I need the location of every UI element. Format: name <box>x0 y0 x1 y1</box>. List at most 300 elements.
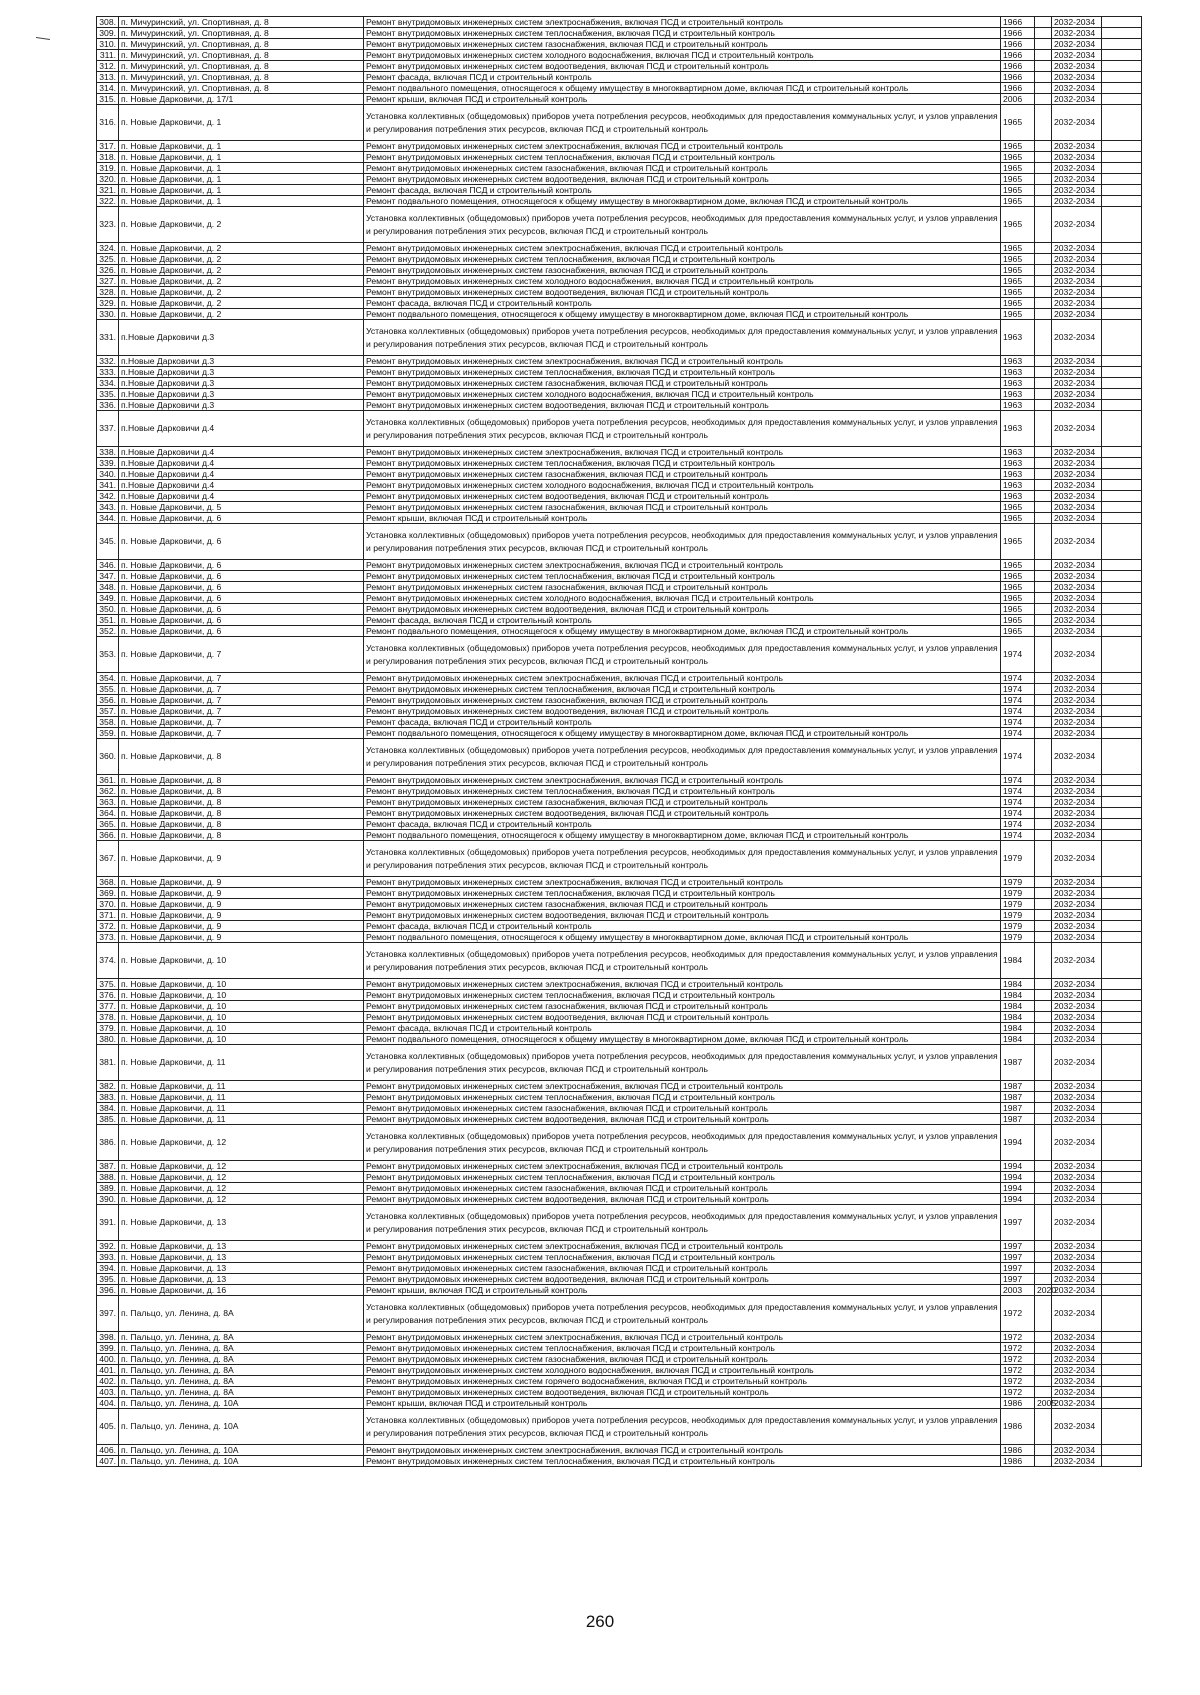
planned-period-cell: 2032-2034 <box>1052 276 1102 287</box>
row-number: 360. <box>97 739 119 775</box>
row-number: 359. <box>97 728 119 739</box>
address-cell: п. Новые Дарковичи, д. 11 <box>119 1045 364 1081</box>
row-number: 370. <box>97 899 119 910</box>
last-repair-year-cell <box>1035 1023 1052 1034</box>
year-built-cell: 1997 <box>1001 1241 1035 1252</box>
work-type-cell: Ремонт внутридомовых инженерных систем теплоснабжения, включая ПСД и строительный контроль <box>364 458 1001 469</box>
last-repair-year-cell <box>1035 367 1052 378</box>
last-repair-year-cell <box>1035 830 1052 841</box>
address-cell: п. Новые Дарковичи, д. 8 <box>119 775 364 786</box>
last-repair-year-cell <box>1035 141 1052 152</box>
planned-period-cell: 2032-2034 <box>1052 1172 1102 1183</box>
row-number: 322. <box>97 196 119 207</box>
table-row <box>97 524 1142 560</box>
planned-period-cell: 2032-2034 <box>1052 943 1102 979</box>
year-built-cell: 1987 <box>1001 1092 1035 1103</box>
last-repair-year-cell: 2020 <box>1035 1285 1052 1296</box>
year-built-cell: 1965 <box>1001 582 1035 593</box>
row-number: 391. <box>97 1205 119 1241</box>
row-number: 376. <box>97 990 119 1001</box>
work-type-cell: Ремонт крыши, включая ПСД и строительный контроль <box>364 1285 1001 1296</box>
planned-period-cell: 2032-2034 <box>1052 469 1102 480</box>
empty-cell <box>1102 684 1142 695</box>
address-cell: п. Новые Дарковичи, д. 1 <box>119 105 364 141</box>
year-built-cell: 1974 <box>1001 717 1035 728</box>
work-type-cell: Ремонт внутридомовых инженерных систем теплоснабжения, включая ПСД и строительный контроль <box>364 367 1001 378</box>
address-cell: п. Новые Дарковичи, д. 6 <box>119 626 364 637</box>
year-built-cell: 1986 <box>1001 1409 1035 1445</box>
work-type-cell: Ремонт внутридомовых инженерных систем газоснабжения, включая ПСД и строительный контроль <box>364 39 1001 50</box>
empty-cell <box>1102 254 1142 265</box>
row-number: 317. <box>97 141 119 152</box>
empty-cell <box>1102 728 1142 739</box>
year-built-cell: 1972 <box>1001 1332 1035 1343</box>
table-row <box>97 1263 1142 1274</box>
work-type-cell: Ремонт внутридомовых инженерных систем теплоснабжения, включая ПСД и строительный контроль <box>364 1343 1001 1354</box>
year-built-cell: 1984 <box>1001 1034 1035 1045</box>
empty-cell <box>1102 83 1142 94</box>
table-row <box>97 17 1142 28</box>
last-repair-year-cell <box>1035 808 1052 819</box>
last-repair-year-cell <box>1035 491 1052 502</box>
page-number: 260 <box>585 1612 615 1631</box>
address-cell: п. Пальцо, ул. Ленина, д. 10А <box>119 1398 364 1409</box>
work-type-cell: Ремонт внутридомовых инженерных систем газоснабжения, включая ПСД и строительный контроль <box>364 1354 1001 1365</box>
work-type-cell: Ремонт фасада, включая ПСД и строительный контроль <box>364 819 1001 830</box>
year-built-cell: 1965 <box>1001 615 1035 626</box>
row-number: 383. <box>97 1092 119 1103</box>
year-built-cell: 1986 <box>1001 1398 1035 1409</box>
row-number: 315. <box>97 94 119 105</box>
address-cell: п. Новые Дарковичи, д. 13 <box>119 1205 364 1241</box>
planned-period-cell: 2032-2034 <box>1052 320 1102 356</box>
planned-period-cell: 2032-2034 <box>1052 207 1102 243</box>
row-number: 365. <box>97 819 119 830</box>
last-repair-year-cell <box>1035 243 1052 254</box>
row-number: 393. <box>97 1252 119 1263</box>
planned-period-cell: 2032-2034 <box>1052 1274 1102 1285</box>
row-number: 398. <box>97 1332 119 1343</box>
planned-period-cell: 2032-2034 <box>1052 899 1102 910</box>
empty-cell <box>1102 1092 1142 1103</box>
row-number: 389. <box>97 1183 119 1194</box>
last-repair-year-cell <box>1035 1125 1052 1161</box>
last-repair-year-cell <box>1035 1114 1052 1125</box>
table-row <box>97 728 1142 739</box>
empty-cell <box>1102 775 1142 786</box>
address-cell: п. Новые Дарковичи, д. 10 <box>119 1034 364 1045</box>
table-body <box>97 17 1142 1467</box>
table-row <box>97 1205 1142 1241</box>
year-built-cell: 1974 <box>1001 673 1035 684</box>
year-built-cell: 1965 <box>1001 287 1035 298</box>
address-cell: п. Новые Дарковичи, д. 7 <box>119 637 364 673</box>
year-built-cell: 1997 <box>1001 1205 1035 1241</box>
address-cell: п. Новые Дарковичи, д. 11 <box>119 1114 364 1125</box>
last-repair-year-cell <box>1035 877 1052 888</box>
row-number: 378. <box>97 1012 119 1023</box>
table-row <box>97 1252 1142 1263</box>
work-type-cell: Ремонт подвального помещения, относящегося к общему имуществу в многоквартирном доме, включая ПСД и строительный контроль <box>364 830 1001 841</box>
planned-period-cell: 2032-2034 <box>1052 1081 1102 1092</box>
planned-period-cell: 2032-2034 <box>1052 797 1102 808</box>
empty-cell <box>1102 61 1142 72</box>
row-number: 338. <box>97 447 119 458</box>
address-cell: п.Новые Дарковичи д.3 <box>119 320 364 356</box>
empty-cell <box>1102 888 1142 899</box>
planned-period-cell: 2032-2034 <box>1052 389 1102 400</box>
work-type-cell: Ремонт внутридомовых инженерных систем водоотведения, включая ПСД и строительный контроль <box>364 1387 1001 1398</box>
row-number: 373. <box>97 932 119 943</box>
row-number: 366. <box>97 830 119 841</box>
year-built-cell: 1974 <box>1001 786 1035 797</box>
empty-cell <box>1102 582 1142 593</box>
empty-cell <box>1102 1161 1142 1172</box>
table-row <box>97 356 1142 367</box>
work-type-cell: Ремонт подвального помещения, относящегося к общему имуществу в многоквартирном доме, включая ПСД и строительный контроль <box>364 626 1001 637</box>
table-row <box>97 1365 1142 1376</box>
planned-period-cell: 2032-2034 <box>1052 1023 1102 1034</box>
table-row <box>97 400 1142 411</box>
empty-cell <box>1102 28 1142 39</box>
last-repair-year-cell <box>1035 604 1052 615</box>
year-built-cell: 1979 <box>1001 910 1035 921</box>
row-number: 309. <box>97 28 119 39</box>
row-number: 342. <box>97 491 119 502</box>
empty-cell <box>1102 877 1142 888</box>
row-number: 328. <box>97 287 119 298</box>
last-repair-year-cell <box>1035 28 1052 39</box>
last-repair-year-cell <box>1035 921 1052 932</box>
year-built-cell: 1965 <box>1001 593 1035 604</box>
planned-period-cell: 2032-2034 <box>1052 50 1102 61</box>
empty-cell <box>1102 458 1142 469</box>
table-row <box>97 637 1142 673</box>
row-number: 321. <box>97 185 119 196</box>
empty-cell <box>1102 717 1142 728</box>
table-row <box>97 1172 1142 1183</box>
planned-period-cell: 2032-2034 <box>1052 378 1102 389</box>
empty-cell <box>1102 1023 1142 1034</box>
planned-period-cell: 2032-2034 <box>1052 739 1102 775</box>
year-built-cell: 1974 <box>1001 728 1035 739</box>
work-type-cell: Ремонт внутридомовых инженерных систем электроснабжения, включая ПСД и строительный контроль <box>364 775 1001 786</box>
work-type-cell: Ремонт внутридомовых инженерных систем водоотведения, включая ПСД и строительный контроль <box>364 287 1001 298</box>
row-number: 392. <box>97 1241 119 1252</box>
row-number: 374. <box>97 943 119 979</box>
address-cell: п. Новые Дарковичи, д. 8 <box>119 786 364 797</box>
row-number: 320. <box>97 174 119 185</box>
planned-period-cell: 2032-2034 <box>1052 1332 1102 1343</box>
year-built-cell: 1987 <box>1001 1045 1035 1081</box>
work-type-cell: Ремонт внутридомовых инженерных систем теплоснабжения, включая ПСД и строительный контроль <box>364 1172 1001 1183</box>
address-cell: п. Новые Дарковичи, д. 6 <box>119 593 364 604</box>
table-row <box>97 582 1142 593</box>
last-repair-year-cell <box>1035 502 1052 513</box>
year-built-cell: 1963 <box>1001 367 1035 378</box>
year-built-cell: 1963 <box>1001 378 1035 389</box>
row-number: 319. <box>97 163 119 174</box>
empty-cell <box>1102 841 1142 877</box>
last-repair-year-cell <box>1035 276 1052 287</box>
last-repair-year-cell <box>1035 378 1052 389</box>
planned-period-cell: 2032-2034 <box>1052 808 1102 819</box>
empty-cell <box>1102 808 1142 819</box>
address-cell: п. Новые Дарковичи, д. 2 <box>119 243 364 254</box>
address-cell: п. Новые Дарковичи, д. 8 <box>119 797 364 808</box>
table-row <box>97 560 1142 571</box>
empty-cell <box>1102 1387 1142 1398</box>
planned-period-cell: 2032-2034 <box>1052 706 1102 717</box>
table-row <box>97 1343 1142 1354</box>
work-type-cell: Ремонт внутридомовых инженерных систем электроснабжения, включая ПСД и строительный контроль <box>364 673 1001 684</box>
address-cell: п. Новые Дарковичи, д. 2 <box>119 276 364 287</box>
year-built-cell: 1997 <box>1001 1263 1035 1274</box>
address-cell: п. Новые Дарковичи, д. 9 <box>119 841 364 877</box>
address-cell: п. Новые Дарковичи, д. 13 <box>119 1241 364 1252</box>
row-number: 364. <box>97 808 119 819</box>
work-type-cell: Установка коллективных (общедомовых) приборов учета потребления ресурсов, необходимых для предоставления коммунальных услуг, и узлов управления и регулирования потребления этих ресурсов, включая ПСД и строительный контроль <box>364 739 1001 775</box>
planned-period-cell: 2032-2034 <box>1052 480 1102 491</box>
planned-period-cell: 2032-2034 <box>1052 1092 1102 1103</box>
work-type-cell: Установка коллективных (общедомовых) приборов учета потребления ресурсов, необходимых для предоставления коммунальных услуг, и узлов управления и регулирования потребления этих ресурсов, включая ПСД и строительный контроль <box>364 1125 1001 1161</box>
row-number: 327. <box>97 276 119 287</box>
last-repair-year-cell <box>1035 447 1052 458</box>
empty-cell <box>1102 141 1142 152</box>
year-built-cell: 1994 <box>1001 1161 1035 1172</box>
planned-period-cell: 2032-2034 <box>1052 1343 1102 1354</box>
row-number: 379. <box>97 1023 119 1034</box>
table-row <box>97 717 1142 728</box>
planned-period-cell: 2032-2034 <box>1052 1241 1102 1252</box>
work-type-cell: Ремонт подвального помещения, относящегося к общему имуществу в многоквартирном доме, включая ПСД и строительный контроль <box>364 196 1001 207</box>
empty-cell <box>1102 739 1142 775</box>
address-cell: п. Новые Дарковичи, д. 11 <box>119 1092 364 1103</box>
empty-cell <box>1102 1183 1142 1194</box>
work-type-cell: Ремонт внутридомовых инженерных систем теплоснабжения, включая ПСД и строительный контроль <box>364 990 1001 1001</box>
table-row <box>97 28 1142 39</box>
planned-period-cell: 2032-2034 <box>1052 1354 1102 1365</box>
planned-period-cell: 2032-2034 <box>1052 502 1102 513</box>
year-built-cell: 1965 <box>1001 105 1035 141</box>
planned-period-cell: 2032-2034 <box>1052 105 1102 141</box>
empty-cell <box>1102 309 1142 320</box>
last-repair-year-cell <box>1035 61 1052 72</box>
work-type-cell: Установка коллективных (общедомовых) приборов учета потребления ресурсов, необходимых для предоставления коммунальных услуг, и узлов управления и регулирования потребления этих ресурсов, включая ПСД и строительный контроль <box>364 411 1001 447</box>
empty-cell <box>1102 990 1142 1001</box>
empty-cell <box>1102 560 1142 571</box>
table-row <box>97 1125 1142 1161</box>
empty-cell <box>1102 786 1142 797</box>
empty-cell <box>1102 593 1142 604</box>
work-type-cell: Установка коллективных (общедомовых) приборов учета потребления ресурсов, необходимых для предоставления коммунальных услуг, и узлов управления и регулирования потребления этих ресурсов, включая ПСД и строительный контроль <box>364 637 1001 673</box>
address-cell: п. Новые Дарковичи, д. 1 <box>119 152 364 163</box>
row-number: 345. <box>97 524 119 560</box>
empty-cell <box>1102 287 1142 298</box>
address-cell: п. Новые Дарковичи, д. 8 <box>119 830 364 841</box>
planned-period-cell: 2032-2034 <box>1052 990 1102 1001</box>
work-type-cell: Ремонт внутридомовых инженерных систем газоснабжения, включая ПСД и строительный контроль <box>364 1103 1001 1114</box>
empty-cell <box>1102 1274 1142 1285</box>
row-number: 381. <box>97 1045 119 1081</box>
address-cell: п. Новые Дарковичи, д. 7 <box>119 706 364 717</box>
table-row <box>97 1183 1142 1194</box>
table-row <box>97 94 1142 105</box>
table-row <box>97 61 1142 72</box>
address-cell: п. Новые Дарковичи, д. 10 <box>119 979 364 990</box>
year-built-cell: 1974 <box>1001 797 1035 808</box>
table-row <box>97 899 1142 910</box>
address-cell: п. Новые Дарковичи, д. 9 <box>119 921 364 932</box>
row-number: 330. <box>97 309 119 320</box>
address-cell: п. Пальцо, ул. Ленина, д. 10А <box>119 1456 364 1467</box>
row-number: 329. <box>97 298 119 309</box>
year-built-cell: 1966 <box>1001 17 1035 28</box>
empty-cell <box>1102 243 1142 254</box>
planned-period-cell: 2032-2034 <box>1052 141 1102 152</box>
address-cell: п. Новые Дарковичи, д. 6 <box>119 560 364 571</box>
year-built-cell: 1965 <box>1001 254 1035 265</box>
last-repair-year-cell <box>1035 1205 1052 1241</box>
address-cell: п. Новые Дарковичи, д. 9 <box>119 877 364 888</box>
table-row <box>97 604 1142 615</box>
table-row <box>97 593 1142 604</box>
row-number: 386. <box>97 1125 119 1161</box>
planned-period-cell: 2032-2034 <box>1052 717 1102 728</box>
empty-cell <box>1102 94 1142 105</box>
empty-cell <box>1102 1034 1142 1045</box>
address-cell: п. Новые Дарковичи, д. 10 <box>119 1001 364 1012</box>
table-row <box>97 1409 1142 1445</box>
row-number: 380. <box>97 1034 119 1045</box>
empty-cell <box>1102 196 1142 207</box>
planned-period-cell: 2032-2034 <box>1052 265 1102 276</box>
last-repair-year-cell <box>1035 1332 1052 1343</box>
planned-period-cell: 2032-2034 <box>1052 17 1102 28</box>
last-repair-year-cell <box>1035 1376 1052 1387</box>
address-cell: п. Новые Дарковичи, д. 1 <box>119 185 364 196</box>
row-number: 403. <box>97 1387 119 1398</box>
work-type-cell: Ремонт внутридомовых инженерных систем водоотведения, включая ПСД и строительный контроль <box>364 61 1001 72</box>
address-cell: п. Новые Дарковичи, д. 6 <box>119 604 364 615</box>
empty-cell <box>1102 163 1142 174</box>
planned-period-cell: 2032-2034 <box>1052 163 1102 174</box>
last-repair-year-cell <box>1035 728 1052 739</box>
address-cell: п. Новые Дарковичи, д. 13 <box>119 1263 364 1274</box>
address-cell: п. Новые Дарковичи, д. 10 <box>119 990 364 1001</box>
last-repair-year-cell <box>1035 458 1052 469</box>
work-type-cell: Ремонт внутридомовых инженерных систем водоотведения, включая ПСД и строительный контроль <box>364 706 1001 717</box>
table-row <box>97 1332 1142 1343</box>
planned-period-cell: 2032-2034 <box>1052 513 1102 524</box>
last-repair-year-cell <box>1035 196 1052 207</box>
last-repair-year-cell <box>1035 17 1052 28</box>
table-row <box>97 888 1142 899</box>
empty-cell <box>1102 1409 1142 1445</box>
address-cell: п. Пальцо, ул. Ленина, д. 8А <box>119 1376 364 1387</box>
address-cell: п. Новые Дарковичи, д. 8 <box>119 808 364 819</box>
address-cell: п. Пальцо, ул. Ленина, д. 8А <box>119 1387 364 1398</box>
work-type-cell: Ремонт внутридомовых инженерных систем водоотведения, включая ПСД и строительный контроль <box>364 808 1001 819</box>
empty-cell <box>1102 185 1142 196</box>
planned-period-cell: 2032-2034 <box>1052 841 1102 877</box>
empty-cell <box>1102 39 1142 50</box>
work-type-cell: Установка коллективных (общедомовых) приборов учета потребления ресурсов, необходимых для предоставления коммунальных услуг, и узлов управления и регулирования потребления этих ресурсов, включая ПСД и строительный контроль <box>364 207 1001 243</box>
address-cell: п. Новые Дарковичи, д. 7 <box>119 673 364 684</box>
work-type-cell: Ремонт внутридомовых инженерных систем водоотведения, включая ПСД и строительный контроль <box>364 910 1001 921</box>
year-built-cell: 1963 <box>1001 356 1035 367</box>
row-number: 371. <box>97 910 119 921</box>
table-row <box>97 1161 1142 1172</box>
year-built-cell: 1963 <box>1001 411 1035 447</box>
work-type-cell: Ремонт внутридомовых инженерных систем горячего водоснабжения, включая ПСД и строительный контроль <box>364 1376 1001 1387</box>
last-repair-year-cell <box>1035 979 1052 990</box>
last-repair-year-cell <box>1035 254 1052 265</box>
address-cell: п. Новые Дарковичи, д. 12 <box>119 1125 364 1161</box>
work-type-cell: Установка коллективных (общедомовых) приборов учета потребления ресурсов, необходимых для предоставления коммунальных услуг, и узлов управления и регулирования потребления этих ресурсов, включая ПСД и строительный контроль <box>364 1296 1001 1332</box>
row-number: 341. <box>97 480 119 491</box>
table-row <box>97 83 1142 94</box>
empty-cell <box>1102 899 1142 910</box>
address-cell: п. Новые Дарковичи, д. 8 <box>119 819 364 830</box>
work-type-cell: Ремонт внутридомовых инженерных систем газоснабжения, включая ПСД и строительный контроль <box>364 899 1001 910</box>
row-number: 333. <box>97 367 119 378</box>
last-repair-year-cell <box>1035 819 1052 830</box>
table-row <box>97 830 1142 841</box>
work-type-cell: Ремонт крыши, включая ПСД и строительный контроль <box>364 1398 1001 1409</box>
table-row <box>97 276 1142 287</box>
year-built-cell: 1997 <box>1001 1252 1035 1263</box>
planned-period-cell: 2032-2034 <box>1052 39 1102 50</box>
empty-cell <box>1102 207 1142 243</box>
planned-period-cell: 2032-2034 <box>1052 877 1102 888</box>
address-cell: п. Новые Дарковичи, д. 9 <box>119 888 364 899</box>
table-row <box>97 411 1142 447</box>
planned-period-cell: 2032-2034 <box>1052 626 1102 637</box>
address-cell: п. Пальцо, ул. Ленина, д. 8А <box>119 1296 364 1332</box>
row-number: 331. <box>97 320 119 356</box>
row-number: 339. <box>97 458 119 469</box>
work-type-cell: Установка коллективных (общедомовых) приборов учета потребления ресурсов, необходимых для предоставления коммунальных услуг, и узлов управления и регулирования потребления этих ресурсов, включая ПСД и строительный контроль <box>364 943 1001 979</box>
table-row <box>97 739 1142 775</box>
last-repair-year-cell <box>1035 797 1052 808</box>
year-built-cell: 1963 <box>1001 491 1035 502</box>
address-cell: п. Новые Дарковичи, д. 2 <box>119 265 364 276</box>
table-row <box>97 695 1142 706</box>
planned-period-cell: 2032-2034 <box>1052 83 1102 94</box>
work-type-cell: Ремонт фасада, включая ПСД и строительный контроль <box>364 72 1001 83</box>
empty-cell <box>1102 1103 1142 1114</box>
planned-period-cell: 2032-2034 <box>1052 1445 1102 1456</box>
table-row <box>97 1034 1142 1045</box>
year-built-cell: 1997 <box>1001 1274 1035 1285</box>
address-cell: п. Новые Дарковичи, д. 7 <box>119 717 364 728</box>
planned-period-cell: 2032-2034 <box>1052 819 1102 830</box>
work-type-cell: Ремонт внутридомовых инженерных систем холодного водоснабжения, включая ПСД и строительный контроль <box>364 389 1001 400</box>
work-type-cell: Ремонт внутридомовых инженерных систем водоотведения, включая ПСД и строительный контроль <box>364 1114 1001 1125</box>
row-number: 314. <box>97 83 119 94</box>
empty-cell <box>1102 1332 1142 1343</box>
address-cell: п. Мичуринский, ул. Спортивная, д. 8 <box>119 39 364 50</box>
empty-cell <box>1102 1012 1142 1023</box>
year-built-cell: 1986 <box>1001 1456 1035 1467</box>
row-number: 348. <box>97 582 119 593</box>
planned-period-cell: 2032-2034 <box>1052 604 1102 615</box>
empty-cell <box>1102 469 1142 480</box>
row-number: 367. <box>97 841 119 877</box>
planned-period-cell: 2032-2034 <box>1052 786 1102 797</box>
row-number: 355. <box>97 684 119 695</box>
